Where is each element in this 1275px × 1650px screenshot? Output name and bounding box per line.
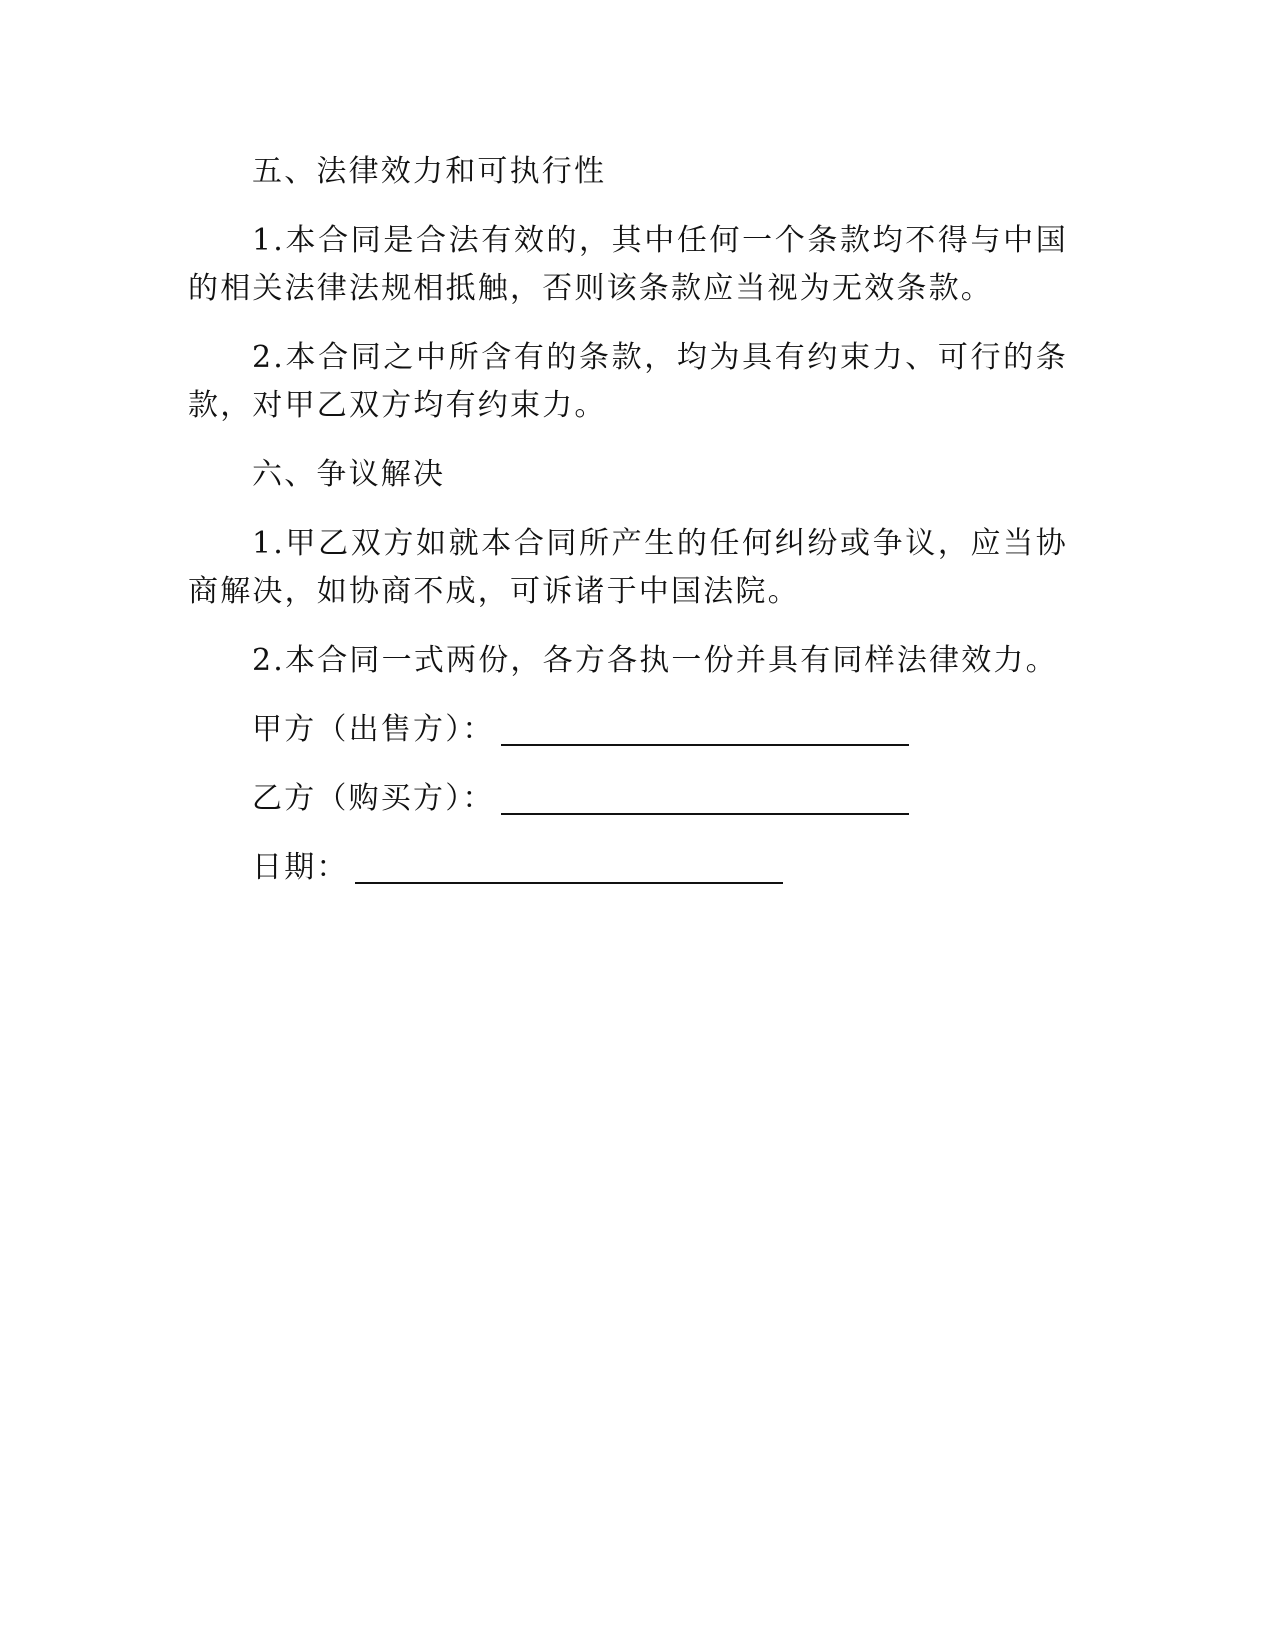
section-heading-legal-effect: 五、法律效力和可执行性 — [252, 154, 607, 189]
date-signature-line — [355, 852, 783, 884]
clause-6-1: 1.甲乙双方如就本合同所产生的任何纠纷或争议，应当协商解决，如协商不成，可诉诸于中国法院。 — [188, 526, 1068, 609]
clause-5-1: 1.本合同是合法有效的，其中任何一个条款均不得与中国的相关法律法规相抵触，否则该条款应当视为无效条款。 — [188, 223, 1068, 306]
party-b-signature-line — [501, 783, 909, 815]
document-body — [188, 148, 1068, 913]
party-a-signature-row — [188, 706, 1068, 754]
date-label: 日期： — [252, 850, 349, 885]
party-a-label: 甲方（出售方）： — [252, 712, 495, 747]
date-row — [188, 844, 1068, 892]
party-b-label: 乙方（购买方）： — [252, 781, 495, 816]
party-a-signature-line — [501, 714, 909, 746]
party-b-signature-row — [188, 775, 1068, 823]
section-heading-dispute-resolution: 六、争议解决 — [252, 457, 446, 492]
clause-5-2: 2.本合同之中所含有的条款，均为具有约束力、可行的条款，对甲乙双方均有约束力。 — [188, 340, 1068, 423]
clause-6-2: 2.本合同一式两份，各方各执一份并具有同样法律效力。 — [252, 643, 1058, 678]
